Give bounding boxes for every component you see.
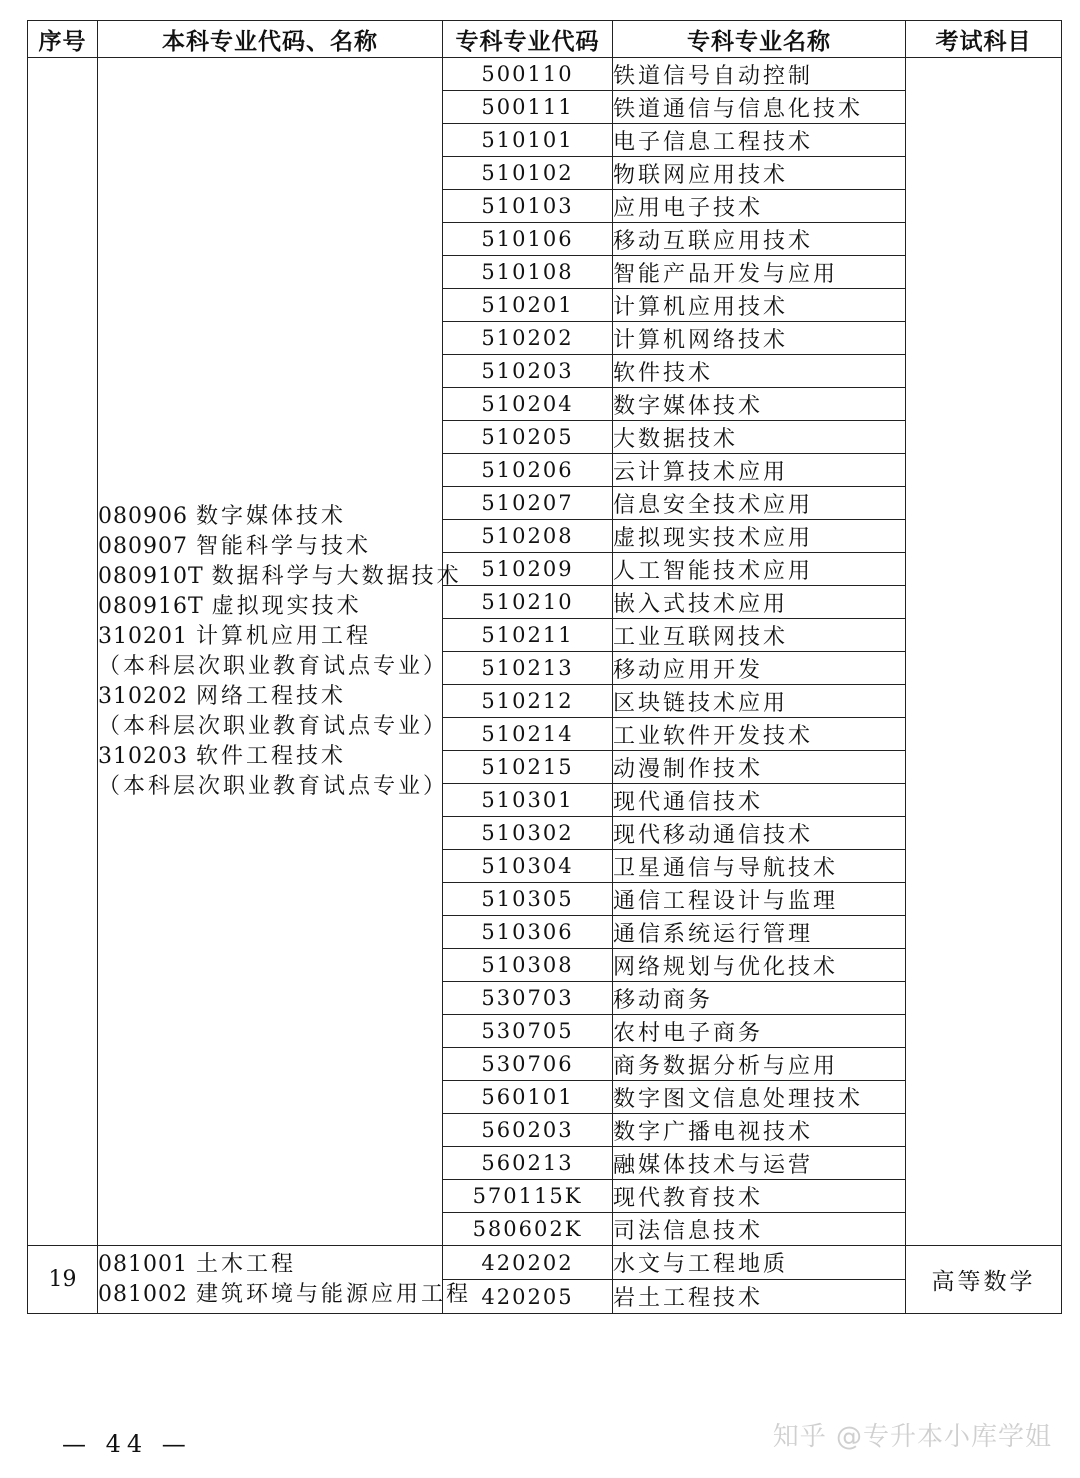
associate-name: 区块链技术应用	[613, 685, 906, 718]
associate-code: 510302	[443, 817, 613, 850]
associate-name: 人工智能技术应用	[613, 553, 906, 586]
associate-code: 560101	[443, 1081, 613, 1114]
associate-name: 计算机网络技术	[613, 322, 906, 355]
bachelor-code: 310202	[98, 683, 188, 709]
associate-code: 510108	[443, 256, 613, 289]
associate-code: 500111	[443, 91, 613, 124]
associate-code: 510215	[443, 751, 613, 784]
bachelor-cell	[98, 1246, 471, 1314]
associate-code: 510206	[443, 454, 613, 487]
associate-code: 510308	[443, 949, 613, 982]
associate-code: 530706	[443, 1048, 613, 1081]
bachelor-name: 网络工程技术	[195, 683, 346, 709]
bachelor-code: 080916T	[98, 593, 204, 619]
associate-name: 云计算技术应用	[613, 454, 906, 487]
associate-code: 510212	[443, 685, 613, 718]
bachelor-line	[98, 682, 442, 712]
associate-code: 560203	[443, 1114, 613, 1147]
bachelor-code: 310201	[98, 623, 188, 649]
associate-name: 智能产品开发与应用	[613, 256, 906, 289]
exam-subject	[906, 58, 1062, 1246]
page-number: — 44 —	[62, 1430, 192, 1458]
bachelor-name: （本科层次职业教育试点专业）	[98, 713, 449, 739]
associate-code: 580602K	[443, 1213, 613, 1246]
associate-name: 岩土工程技术	[613, 1280, 906, 1314]
associate-code: 510207	[443, 487, 613, 520]
associate-code: 530705	[443, 1015, 613, 1048]
associate-name: 铁道通信与信息化技术	[613, 91, 906, 124]
associate-name: 数字广播电视技术	[613, 1114, 906, 1147]
associate-name: 融媒体技术与运营	[613, 1147, 906, 1180]
associate-code: 510204	[443, 388, 613, 421]
associate-name: 通信系统运行管理	[613, 916, 906, 949]
bachelor-name: 计算机应用工程	[195, 623, 371, 649]
header-code: 专科专业代码	[443, 21, 613, 58]
associate-code: 510201	[443, 289, 613, 322]
associate-name: 网络规划与优化技术	[613, 949, 906, 982]
header-exam: 考试科目	[906, 21, 1062, 58]
bachelor-line	[98, 652, 449, 682]
associate-name: 数字媒体技术	[613, 388, 906, 421]
associate-name: 软件技术	[613, 355, 906, 388]
table-header	[28, 21, 1062, 58]
bachelor-line	[98, 1280, 471, 1310]
bachelor-name: （本科层次职业教育试点专业）	[98, 653, 449, 679]
bachelor-name: 土木工程	[195, 1251, 296, 1277]
header-seq: 序号	[28, 21, 98, 58]
bachelor-line	[98, 502, 442, 532]
majors-table	[27, 20, 1062, 1314]
associate-name: 移动应用开发	[613, 652, 906, 685]
bachelor-code: 080906	[98, 503, 188, 529]
associate-name: 工业软件开发技术	[613, 718, 906, 751]
associate-name: 现代通信技术	[613, 784, 906, 817]
seq-cell: 19	[28, 1246, 98, 1314]
associate-name: 数字图文信息处理技术	[613, 1081, 906, 1114]
associate-code: 510202	[443, 322, 613, 355]
associate-code: 510102	[443, 157, 613, 190]
associate-code: 530703	[443, 982, 613, 1015]
watermark: 知乎 @专升本小库学姐	[772, 1422, 1052, 1452]
associate-name: 农村电子商务	[613, 1015, 906, 1048]
associate-name: 水文与工程地质	[613, 1246, 906, 1280]
table-body	[28, 58, 1062, 1314]
associate-name: 移动互联应用技术	[613, 223, 906, 256]
bachelor-line	[98, 712, 449, 742]
associate-code: 420205	[443, 1280, 613, 1314]
bachelor-code: 081001	[98, 1251, 188, 1277]
associate-code: 510305	[443, 883, 613, 916]
bachelor-line	[98, 622, 442, 652]
associate-name: 商务数据分析与应用	[613, 1048, 906, 1081]
bachelor-name: 数据科学与大数据技术	[211, 563, 462, 589]
bachelor-name: 数字媒体技术	[195, 503, 346, 529]
associate-name: 铁道信号自动控制	[613, 58, 906, 91]
associate-code: 510205	[443, 421, 613, 454]
associate-code: 510209	[443, 553, 613, 586]
exam-subject: 高等数学	[906, 1246, 1062, 1314]
associate-code: 510304	[443, 850, 613, 883]
table-row	[28, 1246, 1062, 1280]
associate-code: 510301	[443, 784, 613, 817]
bachelor-line	[98, 562, 462, 592]
associate-name: 嵌入式技术应用	[613, 586, 906, 619]
associate-name: 应用电子技术	[613, 190, 906, 223]
header-bachelor: 本科专业代码、名称	[98, 21, 443, 58]
associate-code: 420202	[443, 1246, 613, 1280]
associate-code: 500110	[443, 58, 613, 91]
associate-code: 510306	[443, 916, 613, 949]
bachelor-line	[98, 1250, 442, 1280]
header-row	[28, 21, 1062, 58]
associate-name: 动漫制作技术	[613, 751, 906, 784]
bachelor-line	[98, 592, 442, 622]
bachelor-line	[98, 742, 442, 772]
bachelor-code: 080907	[98, 533, 188, 559]
table-row	[28, 58, 1062, 91]
bachelor-name: 软件工程技术	[195, 743, 346, 769]
associate-name: 大数据技术	[613, 421, 906, 454]
associate-name: 计算机应用技术	[613, 289, 906, 322]
associate-name: 信息安全技术应用	[613, 487, 906, 520]
associate-code: 510208	[443, 520, 613, 553]
associate-name: 卫星通信与导航技术	[613, 850, 906, 883]
associate-code: 510214	[443, 718, 613, 751]
header-name: 专科专业名称	[613, 21, 906, 58]
associate-code: 560213	[443, 1147, 613, 1180]
seq-cell	[28, 58, 98, 1246]
bachelor-name: 建筑环境与能源应用工程	[195, 1281, 471, 1307]
associate-name: 工业互联网技术	[613, 619, 906, 652]
bachelor-name: 智能科学与技术	[195, 533, 371, 559]
bachelor-code: 081002	[98, 1281, 188, 1307]
bachelor-code: 080910T	[98, 563, 204, 589]
bachelor-line	[98, 532, 442, 562]
associate-name: 通信工程设计与监理	[613, 883, 906, 916]
associate-code: 510203	[443, 355, 613, 388]
associate-name: 移动商务	[613, 982, 906, 1015]
associate-name: 现代移动通信技术	[613, 817, 906, 850]
associate-code: 510106	[443, 223, 613, 256]
associate-code: 510210	[443, 586, 613, 619]
associate-code: 510101	[443, 124, 613, 157]
bachelor-name: （本科层次职业教育试点专业）	[98, 773, 449, 799]
bachelor-cell	[98, 58, 462, 1246]
associate-code: 510213	[443, 652, 613, 685]
associate-code: 510103	[443, 190, 613, 223]
associate-name: 司法信息技术	[613, 1213, 906, 1246]
associate-name: 现代教育技术	[613, 1180, 906, 1213]
bachelor-name: 虚拟现实技术	[211, 593, 362, 619]
associate-name: 虚拟现实技术应用	[613, 520, 906, 553]
bachelor-line	[98, 772, 449, 802]
bachelor-code: 310203	[98, 743, 188, 769]
associate-code: 570115K	[443, 1180, 613, 1213]
associate-name: 电子信息工程技术	[613, 124, 906, 157]
associate-code: 510211	[443, 619, 613, 652]
associate-name: 物联网应用技术	[613, 157, 906, 190]
